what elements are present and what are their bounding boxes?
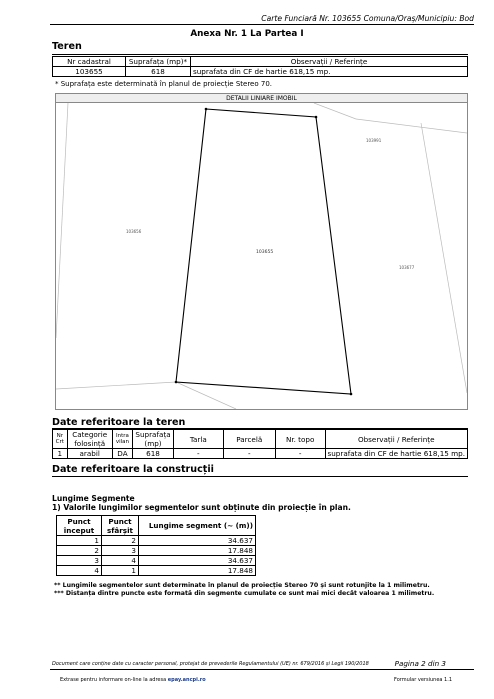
teren-footnote: * Suprafața este determinată în planul de proiecție Stereo 70.	[55, 80, 273, 88]
lungime-col-start: Punct început	[57, 516, 102, 536]
date-teren-col-parcela: Parcelă	[223, 430, 275, 449]
table-row	[53, 449, 468, 459]
annex-title: Anexa Nr. 1 La Partea I	[190, 29, 304, 39]
lungime-col-length: Lungime segment (~ (m))	[139, 516, 256, 536]
lungime-note-1: ** Lungimile segmentelor sunt determinate în planul de proiecție Stereo 70 și sunt rotunjite la 1 milimetru.	[54, 582, 430, 589]
teren-col-observatii: Observații / Referințe	[191, 57, 468, 67]
lungime-cell-end: 3	[102, 546, 139, 556]
parcel-vertex-2	[315, 116, 318, 119]
lungime-cell-start: 3	[57, 556, 102, 566]
date-teren-table	[52, 429, 468, 459]
parcel-drawing	[55, 102, 468, 410]
section-teren-divider	[52, 54, 468, 55]
footer-divider	[50, 669, 474, 670]
lungime-cell-end: 2	[102, 536, 139, 546]
teren-col-suprafata: Suprafața (mp)*	[126, 57, 191, 67]
table-row	[57, 546, 256, 556]
footer-extract-link[interactable]: epay.ancpi.ro	[167, 677, 206, 683]
table-row	[57, 566, 256, 576]
date-teren-cell-nr: 1	[53, 449, 68, 459]
drawing-title: DETALII LINIARE IMOBIL	[55, 93, 468, 104]
lungime-table-header	[57, 516, 256, 536]
parcel-vertex-3	[350, 393, 353, 396]
date-teren-col-topo: Nr. topo	[275, 430, 325, 449]
date-teren-cell-suprafata: 618	[133, 449, 174, 459]
lungime-cell-end: 1	[102, 566, 139, 576]
parcel-drawing-svg	[56, 103, 467, 409]
date-teren-cell-parcela: -	[223, 449, 275, 459]
date-teren-cell-categorie: arabil	[67, 449, 112, 459]
lungime-cell-length: 34.637	[139, 556, 256, 566]
footer-extract-text	[60, 677, 206, 683]
neighbor-line-far-right	[421, 123, 467, 393]
footer-version: Formular versiunea 1.1	[394, 677, 452, 683]
lungime-cell-start: 2	[57, 546, 102, 556]
section-date-teren-heading: Date referitoare la teren	[52, 417, 186, 428]
teren-cell-cadastral: 103655	[53, 67, 126, 77]
teren-table-header	[53, 57, 468, 67]
lungime-note-2: *** Distanța dintre puncte este formată din segmente cumulate ce sunt mai mici decât valoarea 1 milimetru.	[54, 590, 435, 597]
date-teren-col-tarla: Tarla	[173, 430, 223, 449]
parcel-label-top-right: 103991	[366, 138, 382, 143]
parcel-label-left: 103656	[126, 229, 142, 234]
lungime-cell-start: 4	[57, 566, 102, 576]
neighbor-line-bottom	[176, 382, 236, 409]
lungime-heading: Lungime Segmente	[52, 494, 135, 503]
section-teren-heading: Teren	[52, 41, 82, 52]
lungime-cell-length: 17.848	[139, 566, 256, 576]
date-teren-table-header	[53, 430, 468, 449]
footer-extract-prefix: Extrase pentru informare on-line la adresa	[60, 677, 167, 683]
teren-cell-suprafata: 618	[126, 67, 191, 77]
table-row	[57, 536, 256, 546]
parcel-label-right: 103677	[399, 265, 415, 270]
date-teren-col-nr: Nr Crt	[53, 430, 68, 449]
header-divider	[50, 24, 474, 25]
section-date-constructii-divider	[52, 476, 468, 477]
lungime-col-end: Punct sfârșit	[102, 516, 139, 536]
neighbor-line-left	[56, 103, 68, 338]
lungime-subheading: 1) Valorile lungimilor segmentelor sunt obținute din proiecție în plan.	[52, 503, 351, 512]
date-teren-col-intravilan: Intra vilan	[112, 430, 132, 449]
parcel-label-center: 103655	[256, 250, 274, 255]
table-row	[57, 556, 256, 566]
teren-cell-observatii: suprafata din CF de hartie 618,15 mp.	[191, 67, 468, 77]
section-date-constructii-heading: Date referitoare la construcții	[52, 464, 214, 475]
date-teren-col-categorie: Categorie folosință	[67, 430, 112, 449]
date-teren-cell-tarla: -	[173, 449, 223, 459]
teren-table	[52, 56, 468, 77]
lungime-cell-start: 1	[57, 536, 102, 546]
neighbor-line-right	[356, 119, 467, 133]
lungime-cell-length: 17.848	[139, 546, 256, 556]
table-row	[53, 67, 468, 77]
date-teren-col-observatii: Observații / Referințe	[325, 430, 468, 449]
parcel-vertex-1	[205, 108, 208, 111]
lungime-cell-length: 34.637	[139, 536, 256, 546]
date-teren-cell-intravilan: DA	[112, 449, 132, 459]
date-teren-col-suprafata: Suprafața (mp)	[133, 430, 174, 449]
neighbor-line-bottom-left	[56, 382, 176, 389]
lungime-cell-end: 4	[102, 556, 139, 566]
date-teren-cell-topo: -	[275, 449, 325, 459]
footer-legal-text: Document care conține date cu caracter personal, protejat de prevederile Regulamentului (UE) nr. 679/2016 și Legii 190/2018	[52, 661, 369, 667]
lungime-table	[56, 515, 256, 576]
footer-page-number: Pagina 2 din 3	[394, 659, 446, 668]
document-header-right: Carte Funciară Nr. 103655 Comuna/Oraș/Municipiu: Bod	[261, 14, 474, 23]
date-teren-cell-observatii: suprafata din CF de hartie 618,15 mp.	[325, 449, 468, 459]
parcel-vertex-4	[175, 381, 178, 384]
teren-col-cadastral: Nr cadastral	[53, 57, 126, 67]
neighbor-line-top-right	[314, 103, 356, 119]
